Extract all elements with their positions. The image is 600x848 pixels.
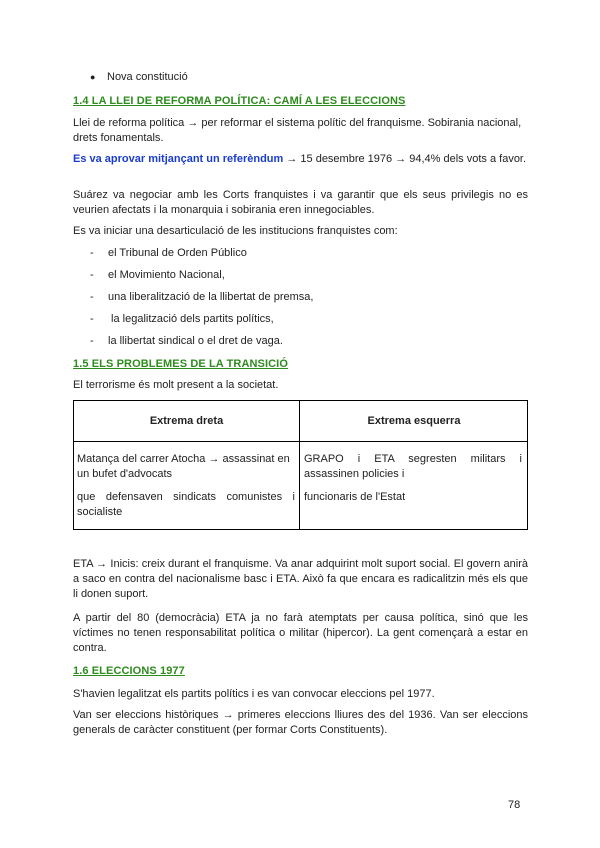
paragraph-suarez: Suárez va negociar amb les Corts franquistes i va garantir que els seus privilegis no es veurien afectats i la monarquia i sobirania eren innegociables. bbox=[73, 189, 528, 216]
referendum-highlight: Es va aprovar mitjançant un referèndum bbox=[73, 153, 284, 165]
table-cell-far-left-line2: funcionaris de l'Estat bbox=[304, 491, 406, 503]
paragraph-eta: ETA → Inicis: creix durant el franquisme. Va anar adquirint molt suport social. El govern anirà a saco en contra del nacionalisme basc i ETA. Això fa que encara es radicalitzin més els que li donen suport. bbox=[73, 558, 528, 600]
bullet-text: Nova constitució bbox=[107, 71, 188, 83]
table-cell-far-right-line2: que defensaven sindicats comunistes i socialiste bbox=[77, 491, 295, 518]
section-heading-1-5: 1.5 ELS PROBLEMES DE LA TRANSICIÓ bbox=[73, 358, 288, 370]
table-header-cell: Extrema esquerra bbox=[367, 415, 461, 427]
paragraph-referendum bbox=[73, 152, 528, 167]
list-item bbox=[90, 334, 490, 356]
page-number: 78 bbox=[508, 799, 521, 811]
table-cell-far-left-line1: GRAPO i ETA segresten militars i assassinen policies i bbox=[304, 453, 522, 480]
dash-marker: - bbox=[90, 291, 94, 303]
list-item bbox=[90, 312, 490, 334]
paragraph-legalized: S'havien legalitzat els partits polítics i es van convocar eleccions pel 1977. bbox=[73, 688, 435, 700]
list-item-text: la legalització dels partits polítics, bbox=[108, 313, 274, 325]
list-item bbox=[90, 268, 490, 290]
paragraph-terrorism: El terrorisme és molt present a la societat. bbox=[73, 379, 279, 391]
list-item bbox=[90, 246, 490, 268]
paragraph-from-80: A partir del 80 (democràcia) ETA ja no farà atemptats per causa política, sinó que les víctimes no tenen responsabilitat política o militar (hipercor). La gent començarà a estar en contra. bbox=[73, 612, 528, 654]
bullet-icon: ● bbox=[90, 72, 96, 82]
list-item-text: el Tribunal de Orden Público bbox=[108, 247, 247, 259]
dash-marker: - bbox=[90, 313, 94, 325]
section-heading-1-6: 1.6 ELECCIONS 1977 bbox=[73, 665, 185, 677]
dash-marker: - bbox=[90, 335, 94, 347]
list-item-text: la llibertat sindical o el dret de vaga. bbox=[108, 335, 283, 347]
list-item bbox=[90, 290, 490, 312]
dash-marker: - bbox=[90, 247, 94, 259]
table-header-cell: Extrema dreta bbox=[149, 415, 224, 427]
terrorism-table bbox=[73, 400, 528, 530]
paragraph-dismantling: Es va iniciar una desarticulació de les institucions franquistes com: bbox=[73, 225, 398, 237]
paragraph-elections: Van ser eleccions històriques → primeres eleccions lliures des del 1936. Van ser eleccions generals de caràcter constituent (per formar Corts Constituents). bbox=[73, 709, 528, 736]
referendum-detail: → 15 desembre 1976 → 94,4% dels vots a favor. bbox=[283, 153, 527, 165]
table-cell-far-right-line1: Matança del carrer Atocha → assassinat en un bufet d'advocats bbox=[77, 453, 290, 480]
list-item-text: el Movimiento Nacional, bbox=[108, 269, 225, 281]
institutions-list bbox=[90, 246, 490, 356]
section-heading-1-4: 1.4 LA LLEI DE REFORMA POLÍTICA: CAMÍ A LES ELECCIONS bbox=[73, 95, 406, 107]
paragraph-reform-law: Llei de reforma política → per reformar el sistema polític del franquisme. Sobirania nacional, drets fonamentals. bbox=[73, 117, 522, 144]
list-item-text: una liberalització de la llibertat de premsa, bbox=[108, 291, 314, 303]
dash-marker: - bbox=[90, 269, 94, 281]
